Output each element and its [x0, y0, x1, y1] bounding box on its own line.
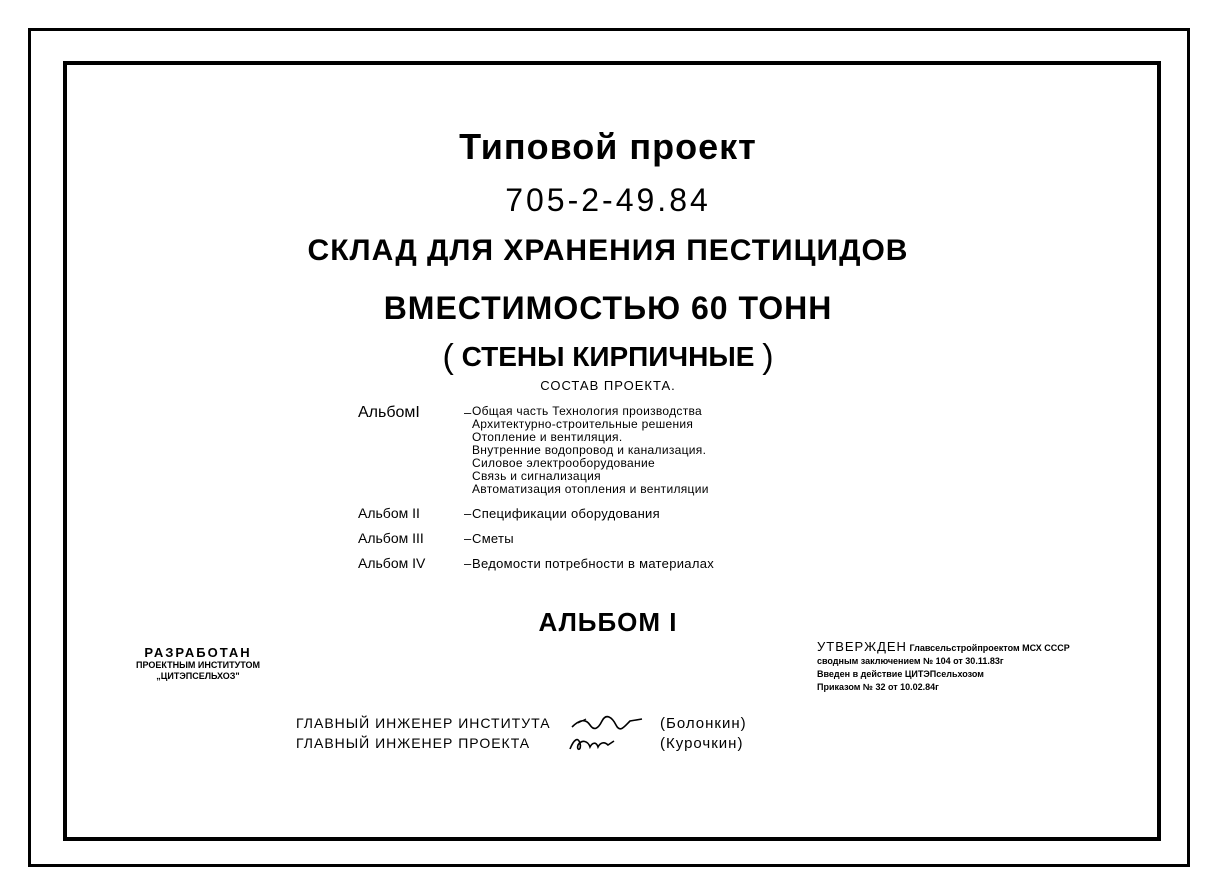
album-list	[358, 405, 714, 571]
signature-name: (Болонкин)	[660, 714, 747, 732]
developed-heading: РАЗРАБОТАН	[144, 645, 252, 660]
signature-scribble-icon	[568, 733, 660, 753]
album-dash: –	[464, 531, 472, 546]
album-item: Архитектурно-строительные решения	[472, 417, 694, 431]
album-label: АльбомI	[358, 404, 420, 421]
album-item: Автоматизация отопления и вентиляции	[472, 482, 709, 496]
album-item: Сметы	[472, 531, 514, 546]
album-item: Силовое электрооборудование	[472, 456, 655, 470]
approved-line1: сводным заключением № 104 от 30.11.83г	[817, 656, 1004, 666]
developed-block	[100, 645, 296, 682]
album-dash: –	[464, 405, 472, 420]
approved-line3: Приказом № 32 от 10.02.84г	[817, 682, 939, 692]
current-album: АЛЬБОМ I	[538, 607, 678, 637]
walls-open-paren: (	[442, 338, 454, 376]
signature-row-2	[296, 733, 747, 753]
album-items	[472, 405, 709, 496]
walls-close-paren: )	[762, 338, 774, 376]
album-row-2	[358, 506, 714, 521]
album-item: Общая часть Технология производства	[472, 404, 703, 418]
walls-text: СТЕНЫ КИРПИЧНЫЕ	[461, 341, 755, 372]
walls-note	[0, 338, 1216, 377]
developed-line2: „ЦИТЭПСЕЛЬХОЗ"	[156, 671, 240, 681]
signature-scribble-icon	[568, 713, 660, 733]
album-dash: –	[464, 506, 472, 521]
document-title: Типовой проект	[459, 126, 757, 167]
signature-name: (Курочкин)	[660, 734, 744, 752]
album-item: Ведомости потребности в материалах	[472, 556, 715, 571]
approved-heading-rest: Главсельстройпроектом МСХ СССР	[909, 643, 1070, 653]
album-item: Связь и сигнализация	[472, 469, 601, 483]
album-label: Альбом III	[358, 530, 424, 546]
composition-label: СОСТАВ ПРОЕКТА.	[540, 378, 676, 393]
album-label: Альбом IV	[358, 555, 426, 571]
album-row-1	[358, 405, 714, 496]
album-dash: –	[464, 556, 472, 571]
signature-role: ГЛАВНЫЙ ИНЖЕНЕР ПРОЕКТА	[296, 735, 531, 751]
project-name-line2: ВМЕСТИМОСТЬЮ 60 ТОНН	[383, 290, 833, 326]
album-row-3	[358, 531, 714, 546]
album-item: Спецификации оборудования	[472, 506, 660, 521]
album-item: Отопление и вентиляция.	[472, 430, 623, 444]
project-number: 705-2-49.84	[505, 182, 711, 218]
project-name-line1: СКЛАД ДЛЯ ХРАНЕНИЯ ПЕСТИЦИДОВ	[307, 234, 909, 267]
approved-block	[817, 640, 1070, 694]
album-item: Внутренние водопровод и канализация.	[472, 443, 707, 457]
album-label: Альбом II	[358, 505, 420, 521]
album-row-4	[358, 556, 714, 571]
approved-line2: Введен в действие ЦИТЭПсельхозом	[817, 669, 984, 679]
signature-row-1	[296, 713, 747, 733]
signature-role: ГЛАВНЫЙ ИНЖЕНЕР ИНСТИТУТА	[296, 715, 551, 731]
signatures-block	[296, 713, 747, 753]
approved-heading: УТВЕРЖДЕН	[817, 639, 907, 654]
developed-line1: ПРОЕКТНЫМ ИНСТИТУТОМ	[136, 660, 260, 670]
